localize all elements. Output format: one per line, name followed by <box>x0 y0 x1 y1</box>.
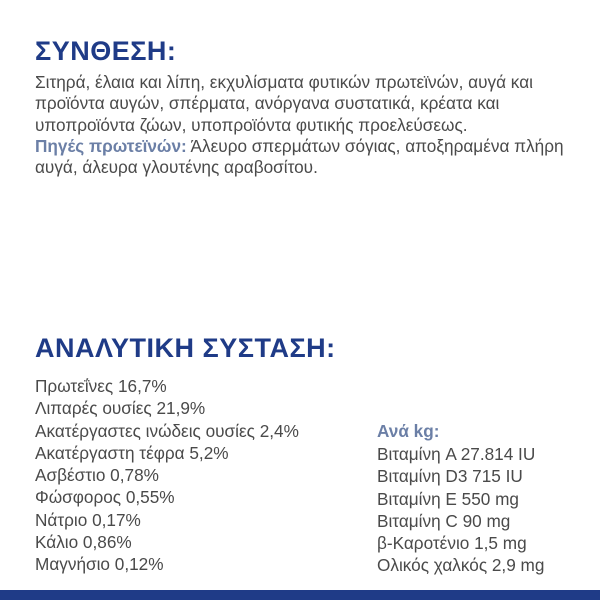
analytical-heading: ΑΝΑΛΥΤΙΚΗ ΣΥΣΤΑΣΗ: <box>35 333 336 363</box>
nutrient-item: Πρωτεΐνες 16,7% <box>35 376 167 396</box>
vitamin-item: Βιταμίνη E 550 mg <box>377 488 519 509</box>
protein-sources-text: Άλευρο σπερμάτων σόγιας, αποξηραμένα πλήρη αυγά, άλευρα γλουτένης αραβοσίτου. <box>35 135 564 178</box>
nutrient-item: Ακατέργαστη τέφρα 5,2% <box>35 442 229 463</box>
nutrient-list <box>35 375 299 576</box>
protein-sources-label: Πηγές πρωτεϊνών: <box>35 135 187 156</box>
vitamin-item: Βιταμίνη A 27.814 IU <box>377 444 536 464</box>
composition-paragraph <box>35 72 585 178</box>
footer-bar <box>0 590 600 600</box>
vitamin-item: Βιταμίνη D3 715 IU <box>377 466 523 487</box>
vitamin-item: β-Καροτένιο 1,5 mg <box>377 533 527 554</box>
nutrient-item: Ασβέστιο 0,78% <box>35 465 159 486</box>
vitamin-item: Ολικός χαλκός 2,9 mg <box>377 555 545 576</box>
nutrient-item: Λιπαρές ουσίες 21,9% <box>35 398 206 419</box>
vitamin-item: Βιταμίνη C 90 mg <box>377 510 511 531</box>
per-kg-label: Ανά kg: <box>377 421 440 441</box>
nutrient-item: Ακατέργαστες ινώδεις ουσίες 2,4% <box>35 420 299 441</box>
composition-body: Σιτηρά, έλαια και λίπη, εκχυλίσματα φυτικών πρωτεϊνών, αυγά και προϊόντα αυγών, σπέρματα, ανόργανα συστατικά, κρέατα και υποπροϊόντα ζώων, υποπροϊόντα φυτικής προελεύσεως. <box>35 72 533 135</box>
nutrient-item: Μαγνήσιο 0,12% <box>35 554 164 575</box>
vitamin-list <box>377 443 544 577</box>
nutrient-item: Νάτριο 0,17% <box>35 509 141 530</box>
nutrient-item: Φώσφορος 0,55% <box>35 487 175 508</box>
composition-heading: ΣΥΝΘΕΣΗ: <box>35 36 177 66</box>
nutrient-item: Κάλιο 0,86% <box>35 532 132 553</box>
